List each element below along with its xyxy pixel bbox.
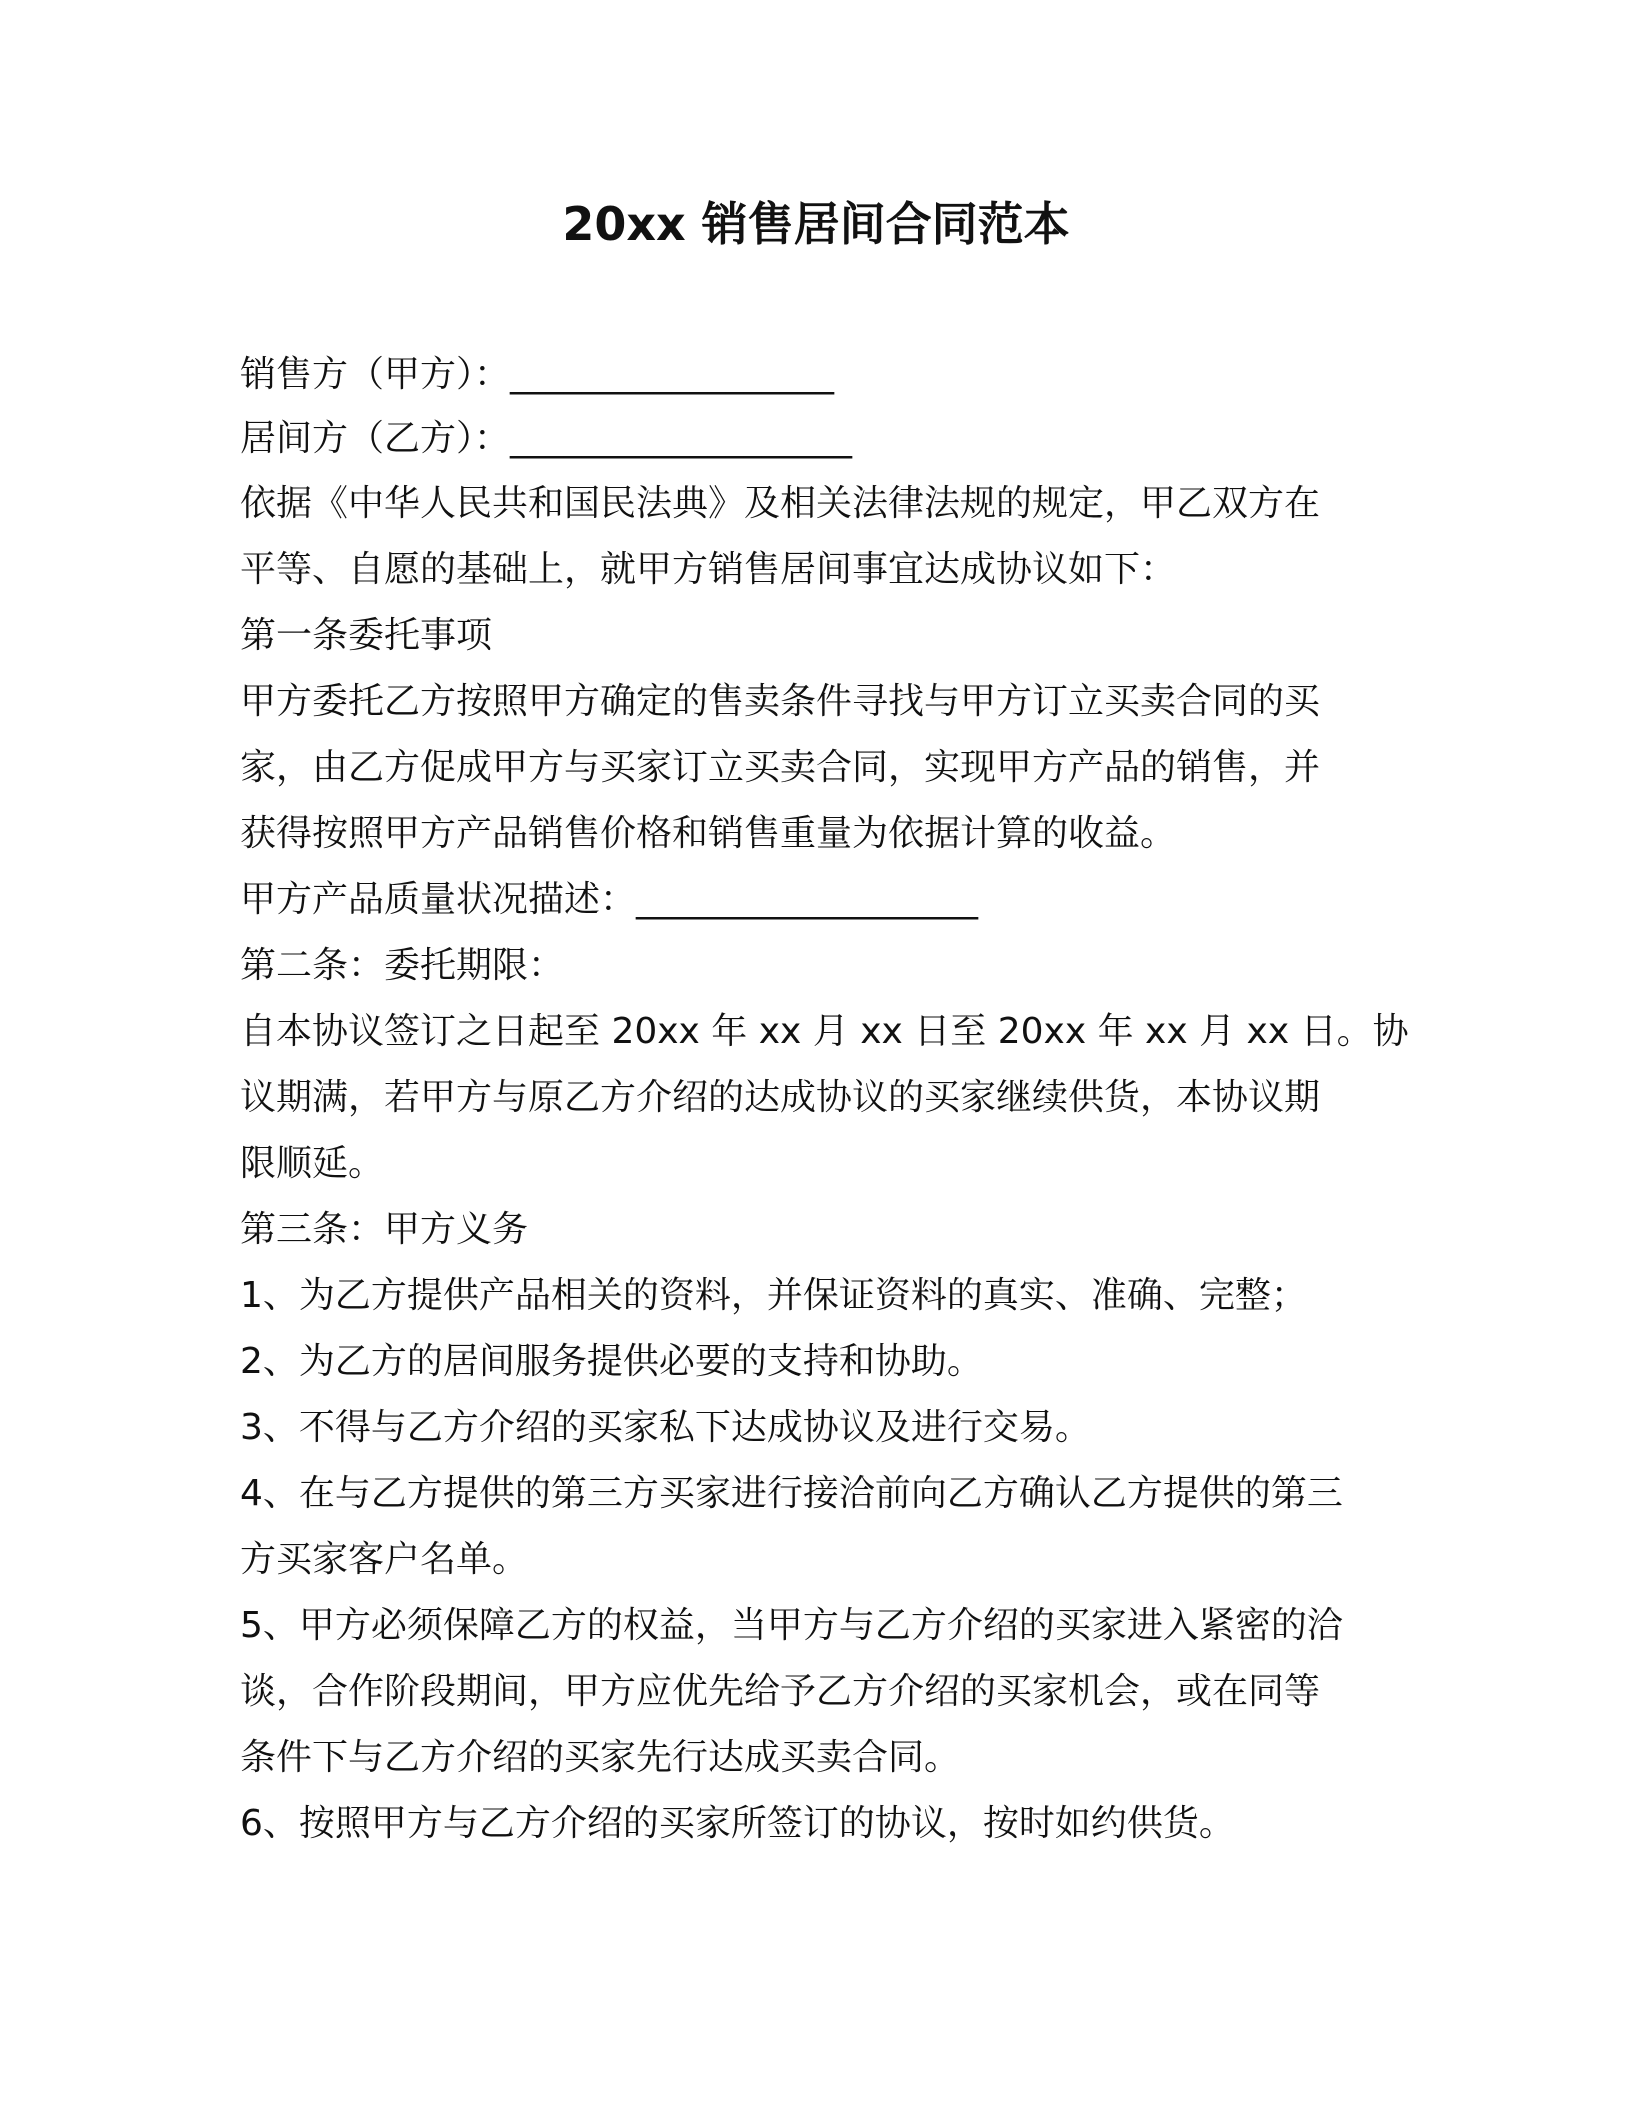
paragraph-line: 甲方委托乙方按照甲方确定的售卖条件寻找与甲方订立买卖合同的买 [240,681,1321,722]
intermediary-party-line: 居间方（乙方）：___________________ [240,418,853,459]
list-item: 条件下与乙方介绍的买家先行达成买卖合同。 [240,1737,961,1778]
document-body [240,343,1409,1857]
paragraph-line: 议期满，若甲方与原乙方介绍的达成协议的买家继续供货，本协议期 [240,1077,1321,1118]
list-item: 3、不得与乙方介绍的买家私下达成协议及进行交易。 [240,1407,1091,1448]
list-item: 方买家客户名单。 [240,1539,529,1580]
paragraph-line: 自本协议签订之日起至 20xx 年 xx 月 xx 日至 20xx 年 xx 月 xx 日。协 [240,1011,1409,1052]
list-item: 2、为乙方的居间服务提供必要的支持和协助。 [240,1341,983,1382]
list-item: 5、甲方必须保障乙方的权益，当甲方与乙方介绍的买家进入紧密的洽 [240,1605,1343,1646]
article-heading: 第二条：委托期限： [240,945,565,986]
list-item: 4、在与乙方提供的第三方买家进行接洽前向乙方确认乙方提供的第三 [240,1473,1343,1514]
paragraph-line: 获得按照甲方产品销售价格和销售重量为依据计算的收益。 [240,813,1177,854]
paragraph-line: 限顺延。 [240,1143,385,1184]
list-item: 1、为乙方提供产品相关的资料，并保证资料的真实、准确、完整； [240,1275,1307,1316]
paragraph-line: 家，由乙方促成甲方与买家订立买卖合同，实现甲方产品的销售，并 [240,747,1321,788]
seller-party-line: 销售方（甲方）：__________________ [240,354,835,395]
document-title: 20xx 销售居间合同范本 [562,197,1070,251]
list-item: 谈，合作阶段期间，甲方应优先给予乙方介绍的买家机会，或在同等 [240,1671,1321,1712]
preamble-line: 平等、自愿的基础上，就甲方销售居间事宜达成协议如下： [240,549,1177,590]
preamble-line: 依据《中华人民共和国民法典》及相关法律法规的规定，甲乙双方在 [240,483,1321,524]
article-heading: 第三条：甲方义务 [240,1209,529,1250]
list-item: 6、按照甲方与乙方介绍的买家所签订的协议，按时如约供货。 [240,1803,1235,1844]
article-heading: 第一条委托事项 [240,615,493,656]
quality-description-line: 甲方产品质量状况描述：___________________ [240,879,979,920]
